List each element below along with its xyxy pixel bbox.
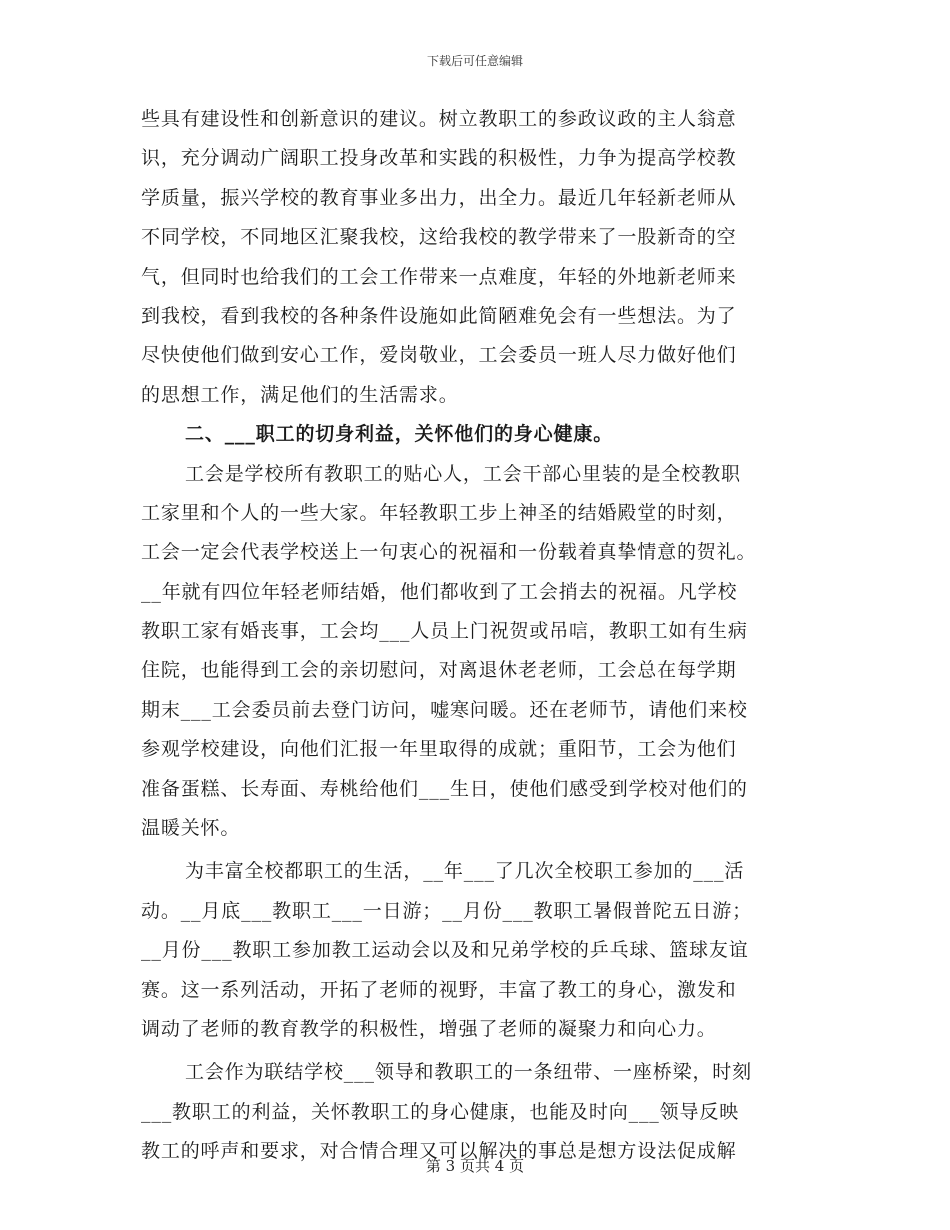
paragraph-line: 工家里和个人的一些大家。年轻教职工步上神圣的结婚殿堂的时刻， — [141, 501, 737, 524]
paragraph-line: 教工的呼声和要求，对合情合理又可以解决的事总是想方设法促成解 — [141, 1140, 737, 1163]
paragraph-line: 的思想工作，满足他们的生活需求。 — [141, 383, 459, 406]
section-heading: 二、___职工的切身利益，关怀他们的身心健康。 — [185, 423, 614, 446]
paragraph-line: 工会一定会代表学校送上一句衷心的祝福和一份载着真挚情意的贺礼。 — [141, 541, 757, 564]
paragraph-line: 为丰富全校都职工的生活，__年___了几次全校职工参加的___活 — [185, 860, 745, 883]
paragraph-line: 识，充分调动广阔职工投身改革和实践的积极性，力争为提高学校教 — [141, 147, 737, 170]
paragraph-line: 到我校，看到我校的各种条件设施如此简陋难免会有一些想法。为了 — [141, 304, 737, 327]
paragraph-line: 参观学校建设，向他们汇报一年里取得的成就；重阳节，工会为他们 — [141, 738, 737, 761]
paragraph-line: 动。__月底___教职工___一日游；__月份___教职工暑假普陀五日游； — [141, 899, 752, 922]
paragraph-line: ___教职工的利益，关怀教职工的身心健康，也能及时向___领导反映 — [141, 1100, 740, 1123]
paragraph-line: __月份___教职工参加教工运动会以及和兄弟学校的乒乓球、篮球友谊 — [141, 939, 749, 962]
paragraph-line: 期末___工会委员前去登门访问，嘘寒问暖。还在老师节，请他们来校 — [141, 698, 748, 721]
paragraph-line: 调动了老师的教育教学的积极性，增强了老师的凝聚力和向心力。 — [141, 1017, 717, 1040]
paragraph-line: 尽快使他们做到安心工作，爱岗敬业，工会委员一班人尽力做好他们 — [141, 344, 737, 367]
document-body — [141, 100, 805, 1172]
paragraph-line: 工会是学校所有教职工的贴心人，工会干部心里装的是全校教职 — [185, 462, 741, 485]
paragraph-line: 温暖关怀。 — [141, 817, 241, 840]
paragraph-line: 工会作为联结学校___领导和教职工的一条纽带、一座桥梁，时刻 — [185, 1061, 753, 1084]
page-header: 下载后可任意编辑 — [426, 54, 523, 68]
paragraph-line: 赛。这一系列活动，开拓了老师的视野，丰富了教工的身心，激发和 — [141, 978, 737, 1001]
paragraph-line: 气，但同时也给我们的工会工作带来一点难度，年轻的外地新老师来 — [141, 265, 737, 288]
paragraph-line: 教职工家有婚丧事，工会均___人员上门祝贺或吊唁，教职工如有生病 — [141, 620, 748, 643]
paragraph-line: 住院，也能得到工会的亲切慰问，对离退休老老师，工会总在每学期 — [141, 659, 737, 682]
paragraph-line: 不同学校，不同地区汇聚我校，这给我校的教学带来了一股新奇的空 — [141, 226, 737, 249]
paragraph-line: 准备蛋糕、长寿面、寿桃给他们___生日，使他们感受到学校对他们的 — [141, 777, 748, 800]
paragraph-line: 学质量，振兴学校的教育事业多出力，出全力。最近几年轻新老师从 — [141, 186, 737, 209]
paragraph-line: 些具有建设性和创新意识的建议。树立教职工的参政议政的主人翁意 — [141, 108, 737, 130]
page-footer: 第 3 页共 4 页 — [425, 1157, 525, 1175]
paragraph-line: __年就有四位年轻老师结婚，他们都收到了工会捎去的祝福。凡学校 — [141, 580, 738, 603]
